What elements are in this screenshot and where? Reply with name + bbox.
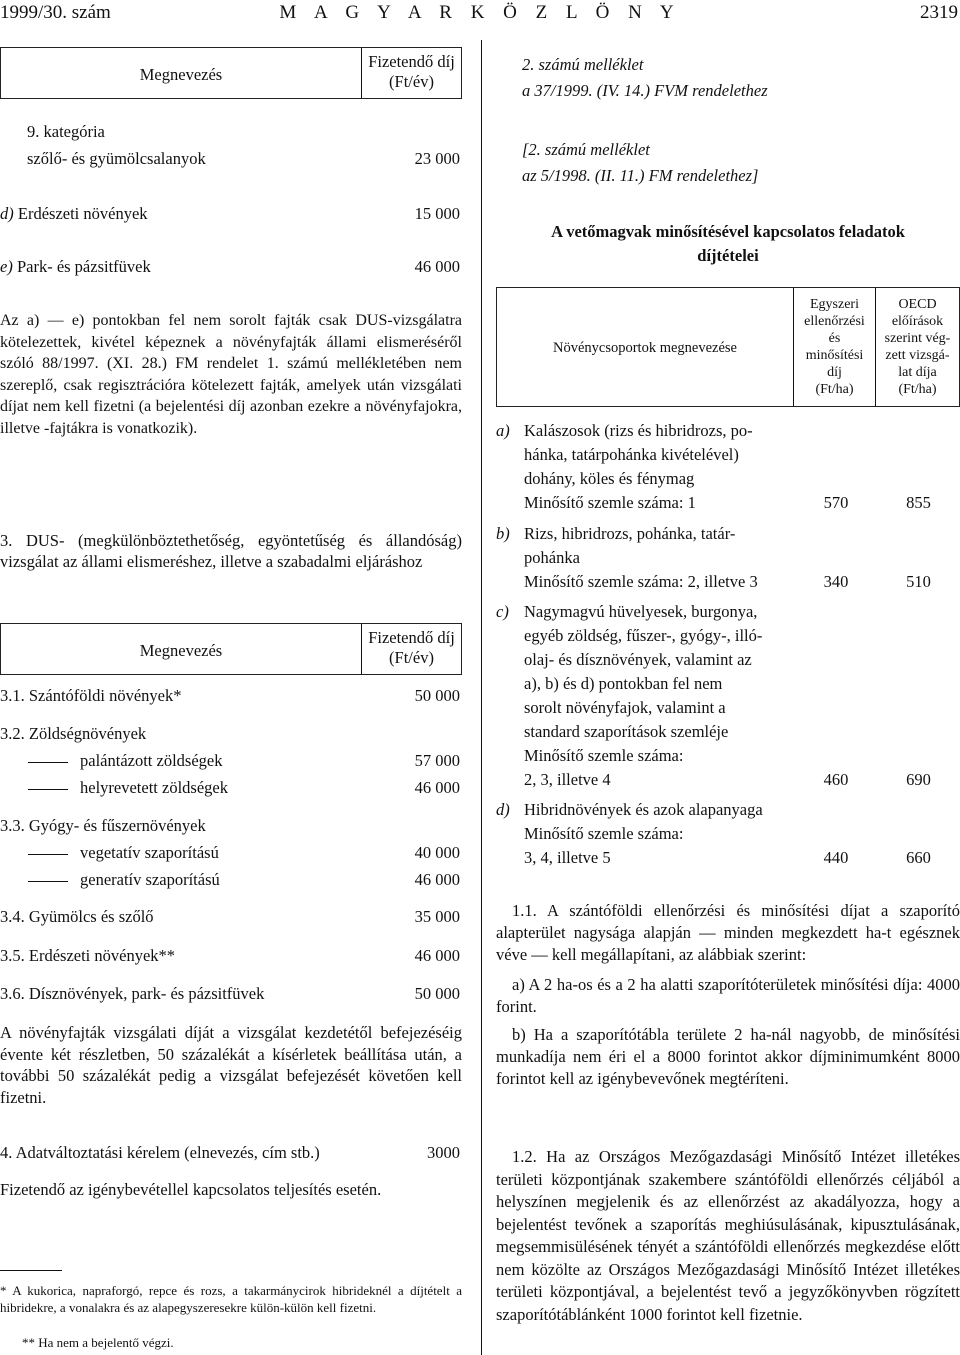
payment-paragraph: A növényfajták vizsgálati díját a vizsgálat kezdetétől befejezéséig évente két részletben, 50 százalékát a kísérletek beállítása után, a további 50 százalékát pedig a vizsgálat befejezését követően kell fizetni. [0,1023,462,1107]
column-name-label-2: Megnevezés [139,641,223,660]
annex-reference: 2. számú melléklet a 37/1999. (IV. 14.) FVM rendelethez [522,55,768,100]
paragraph-1-2: 1.2. Ha az Országos Mezőgazdasági Minősítő Intézet illetékes területi központjának szakembere szántóföldi ellenőrzés céljából a helyszínen megjelenik és az ellenőrzést az akadályozza, hogy a bejelentést tevőnek a szaporítás meghiúsulásának, kipusztulásának, megsemmisülésének tényét a szántóföldi ellenőrzés megkezdése előtt nem közölte az Országos Mezőgazdasági Minősítő Intézet illetékes területi központjával, a bejelentést tevő a jegyzőkönyvben rögzített szaporítótáblánként 1000 forintot kell fizetnie. [496,1147,960,1324]
fee-table-header [0,47,462,99]
right-column: 2. számú melléklet a 37/1999. (IV. 14.) FVM rendelethez [2. számú melléklet az 5/1998. (II. 11.) FM rendelethez] A vetőmagvak minősítésével kapcsolatos feladatok díjtételei Növénycsoportok megnevezése Egyszeri ellenőrzési és minősítési díj (Ft/ha) OECD előírások szerint vég- zett vizsgá- lat díja (Ft/ha) a) Kalászosok (rizs és hibridrozs, po- hánka, tatárpohánka kivételével) dohány, köles és fénymag Minősítő szemle száma: 1 570 855 b) Rizs, hibridrozs, pohánka, tatár- pohánka Minősítő szemle száma: 2, illetve 3 340 510 c) Nagymagvú hüvelyesek, burgonya, egyéb zöldség, fűszer-, gyógy-, illó- olaj- és dísznövények, valamint az a), b) és d) pontokban fel nem sorolt növényfajok, valamint a standard szaporítások szemléje Minősítő szemle száma: 2, 3, illetve 4 460 690 d) Hibridnövények és azok alapanyaga Minősítő szemle száma: 3, 4, illetve 5 440 660 1.1. A szántóföldi ellenőrzési és minősítési díjat a szaporító alapterület nagysága alapján — minden megkezdett ha-t egésznek véve — kell megállapítani, az alábbiak szerint: a) A 2 ha-os és a 2 ha alatti szaporítóterületek minősítési díja: 4000 forint. b) Ha a szaporítótábla területe 2 ha-nál nagyobb, de minősítési munkadíja nem éri el a 8000 forintot akkor díjminimumként 8000 forintot kell az igénybevevőnek megtéríteni. 1.2. Ha az Országos Mezőgazdasági Minősítő Intézet illetékes területi központjának szakembere szántóföldi ellenőrzés céljából a helyszínen megjelenik és az ellenőrzést az akadályozza, hogy a bejelentést tevőnek a szaporítás meghiúsulásának, kipusztulásának, megsemmisülésének tényét a szántóföldi ellenőrzés megkezdése előtt nem közölte az Országos Mezőgazdasági Minősítő Intézet illetékes területi központjával, a bejelentést tevő a jegyzőkönyvben rögzített szaporítótáblánként 1000 forintot kell fizetnie. [496,0,960,1355]
dash [28,789,68,790]
footnote-1: * A kukorica, napraforgó, repce és rozs, a takarmánycirok hibrideknél a díjtételt a hibridekre, a vonalakra és az alapegyszeresekre külön-külön kell fizetni. [0,1283,462,1315]
dash [28,854,68,855]
column-divider [481,40,482,1355]
annex-original-reference: [2. számú melléklet az 5/1998. (II. 11.) FM rendelethez] [522,140,759,185]
page-header-left: 1999/30. szám [0,2,111,23]
journal-title: M A G Y A R K Ö Z L Ö N Y [279,2,681,23]
column-fee-label: Fizetendő díj (Ft/év) [368,52,455,91]
section-3-heading: 3. DUS- (megkülönböztethetőség, egyöntetűség és állandóság) vizsgálat az állami elismeréshez, illetve a szabadalmi eljáráshoz [0,531,462,571]
annex-title: A vetőmagvak minősítésével kapcsolatos feladatok díjtételei [551,222,905,265]
section-4-note: Fizetendő az igénybevétellel kapcsolatos teljesítés esetén. [0,1180,382,1199]
footnote-2: ** Ha nem a bejelentő végzi. [22,1335,174,1350]
paragraph-1-1-a: a) A 2 ha-os és a 2 ha alatti szaporítóterületek minősítési díja: 4000 forint. [496,975,960,1016]
dash [28,762,68,763]
column-inspection-fee: Egyszeri ellenőrzési és minősítési díj (Ft/ha) [804,297,865,397]
seed-fee-table-header [496,287,960,407]
column-fee-label-2: Fizetendő díj (Ft/év) [368,628,455,667]
column-name-label: Megnevezés [139,65,223,84]
fee-table-header-2 [0,623,462,675]
page-number: 2319 [920,2,958,23]
dash [28,881,68,882]
column-plant-groups: Növénycsoportok megnevezése [552,340,737,356]
column-oecd-fee: OECD előírások szerint vég- zett vizsgá- lat díja (Ft/ha) [884,297,951,397]
left-column: Megnevezés Fizetendő díj (Ft/év) 9. kategória szőlő- és gyümölcsalanyok 23 000 d) Erdészeti növények 15 000 e) Park- és pázsitfüvek 46 000 Az a) — e) pontokban fel nem sorolt fajták csak DUS-vizsgálatra kötelezettek, kivétel képeznek a növényfajták állami elismeréséről szóló 88/1997. (XI. 28.) FM rendelet 1. számú mellékletében nem szereplő, csak regisztrációra kötelezett fajták, amelyek után vizsgálati díjat nem kell fizetni (a bejelentési díj azonban ezekre a növényfajokra, illetve -fajtákra is vonatkozik). 3. DUS- (megkülönböztethetőség, egyöntetűség és állandóság) vizsgálat az állami elismeréshez, illetve a szabadalmi eljáráshoz Megnevezés Fizetendő díj (Ft/év) 3.1. Szántóföldi növények* 50 000 3.2. Zöldségnövények palántázott zöldségek 57 000 helyrevetett zöldségek 46 000 3.3. Gyógy- és fűszernövények vegetatív szaporítású 40 000 generatív szaporítású 46 000 3.4. Gyümölcs és szőlő 35 000 3.5. Erdészeti növények** 46 000 3.6. Dísznövények, park- és pázsitfüvek 50 000 A növényfajták vizsgálati díját a vizsgálat kezdetétől befejezéséig évente két részletben, 50 százalékát a kísérletek beállítása után, a további 50 százalékát pedig a vizsgálat befejezését követően kell fizetni. 4. Adatváltoztatási kérelem (elnevezés, cím stb.) 3000 Fizetendő az igénybevétellel kapcsolatos teljesítés esetén. * A kukorica, napraforgó, repce és rozs, a takarmánycirok hibrideknél a díjtételt a hibridekre, a vonalakra és az alapegyszeresekre külön-külön kell fizetni. ** Ha nem a bejelentő végzi. [0,0,462,1355]
paragraph-1-1: 1.1. A szántóföldi ellenőrzési és minősítési díjat a szaporító alapterület nagysága alapján — minden megkezdett ha-t egésznek véve — kell megállapítani, az alábbiak szerint: [496,901,960,964]
footnote-rule [0,1270,62,1271]
paragraph-1-1-b: b) Ha a szaporítótábla területe 2 ha-nál nagyobb, de minősítési munkadíja nem éri el a 8000 forintot akkor díjminimumként 8000 forintot kell az igénybevevőnek megtéríteni. [496,1025,960,1088]
dus-note-paragraph: Az a) — e) pontokban fel nem sorolt fajták csak DUS-vizsgálatra kötelezettek, kivétel képeznek a növényfajták állami elismeréséről szóló 88/1997. (XI. 28.) FM rendelet 1. számú mellékletében nem szereplő, csak regisztrációra kötelezett fajták, amelyek után vizsgálati díjat nem kell fizetni (a bejelentési díj azonban ezekre a növényfajokra, illetve -fajtákra is vonatkozik). [0,312,462,437]
